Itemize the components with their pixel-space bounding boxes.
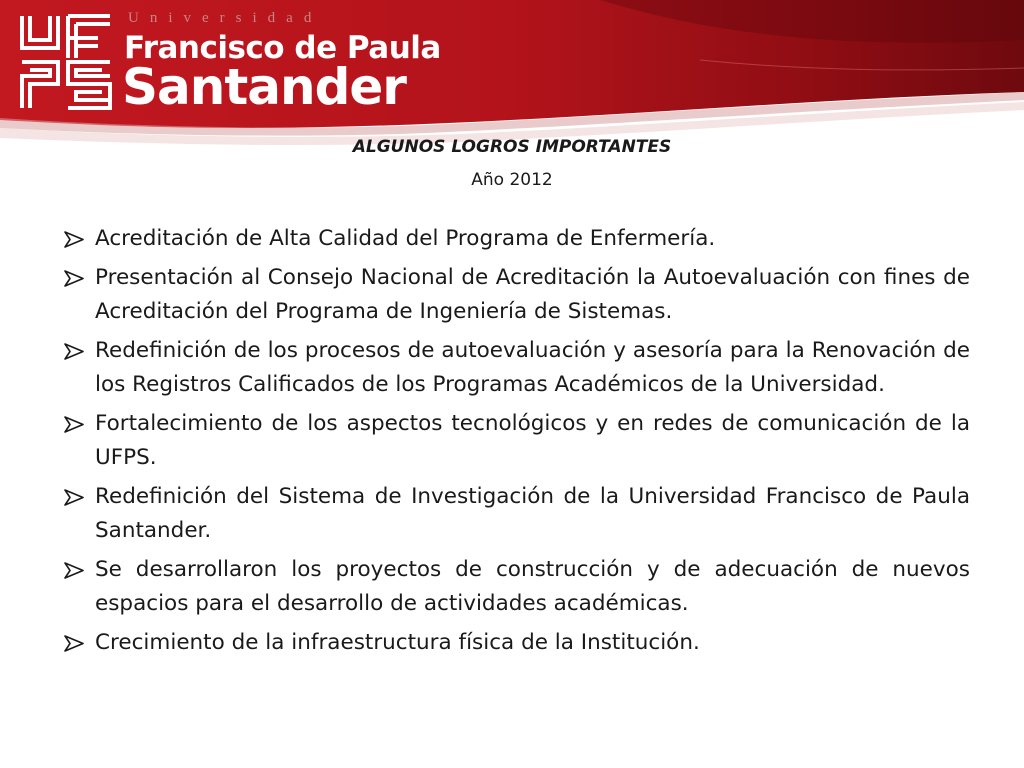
arrowhead-bullet-icon (64, 416, 84, 433)
logo-subtitle: Universidad (128, 10, 323, 26)
achievement-text: Presentación al Consejo Nacional de Acreditación la Autoevaluación con fines de Acreditación del Programa de Ingeniería de Sistemas. (95, 265, 970, 324)
achievement-text: Acreditación de Alta Calidad del Programa de Enfermería. (95, 226, 716, 251)
logo-name-line1: Francisco de Paula (124, 30, 441, 66)
achievement-item (62, 626, 970, 660)
achievement-text: Redefinición de los procesos de autoevaluación y asesoría para la Renovación de los Registros Calificados de los Programas Académicos de la Universidad. (95, 338, 970, 397)
achievement-item (62, 480, 970, 548)
achievement-item (62, 553, 970, 621)
slide-year: Año 2012 (471, 170, 553, 190)
achievement-item (62, 222, 970, 256)
achievement-item (62, 261, 970, 329)
achievement-list (62, 222, 970, 665)
arrowhead-bullet-icon (64, 489, 84, 506)
slide-title: ALGUNOS LOGROS IMPORTANTES (352, 137, 672, 157)
achievement-text: Fortalecimiento de los aspectos tecnológicos y en redes de comunicación de la UFPS. (95, 411, 970, 470)
achievement-item (62, 407, 970, 475)
arrowhead-bullet-icon (64, 270, 84, 287)
arrowhead-bullet-icon (64, 343, 84, 360)
achievement-text: Se desarrollaron los proyectos de construcción y de adecuación de nuevos espacios para el desarrollo de actividades académicas. (95, 557, 970, 616)
arrowhead-bullet-icon (64, 562, 84, 579)
achievement-text: Redefinición del Sistema de Investigación de la Universidad Francisco de Paula Santander. (95, 484, 970, 543)
arrowhead-bullet-icon (64, 231, 84, 248)
header-banner (0, 0, 1024, 150)
logo-name-line2: Santander (122, 58, 406, 116)
achievement-text: Crecimiento de la infraestructura física de la Institución. (95, 630, 700, 655)
achievement-item (62, 334, 970, 402)
arrowhead-bullet-icon (64, 635, 84, 652)
ufps-logo-icon (18, 12, 114, 112)
